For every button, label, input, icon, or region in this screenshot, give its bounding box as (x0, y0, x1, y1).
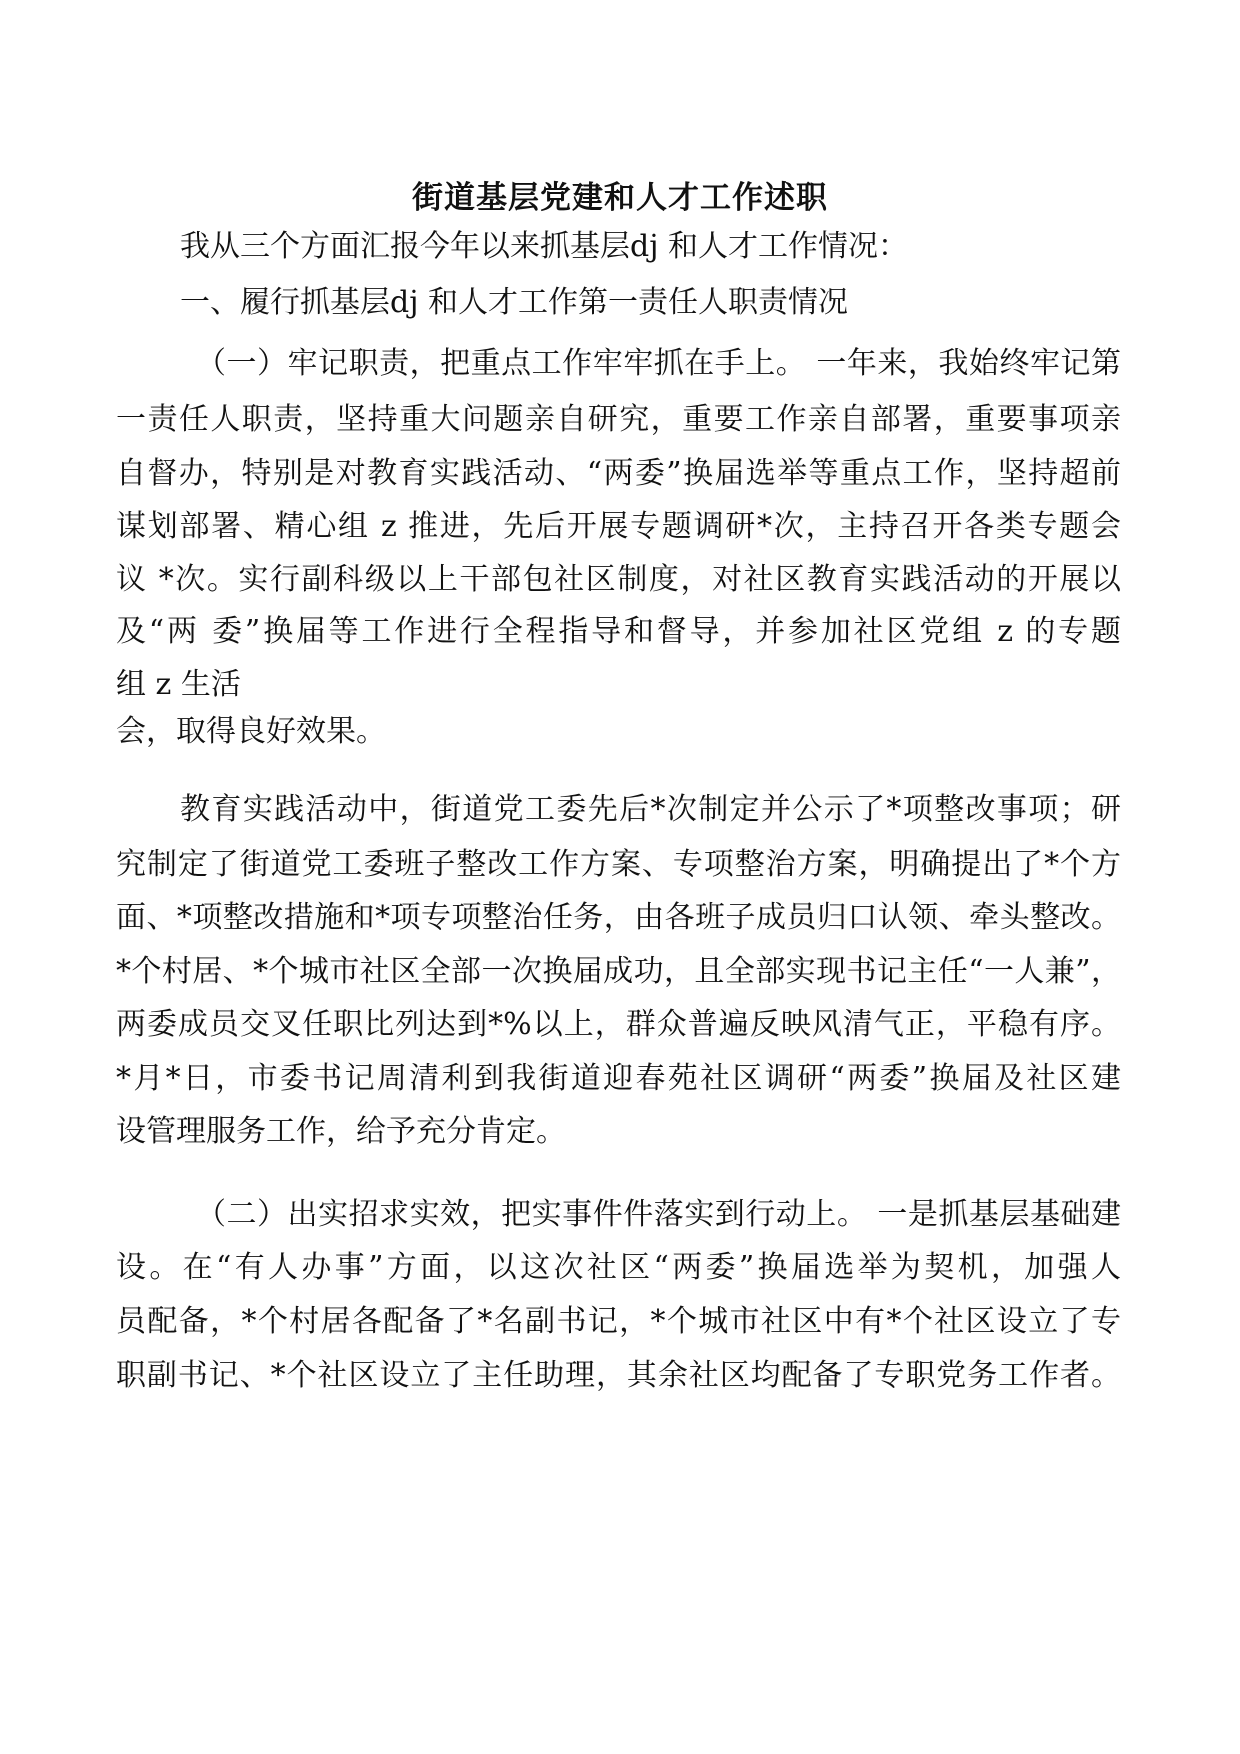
paragraph-line: 究制定了街道党工委班子整改工作方案、专项整治方案，明确提出了*个方 (116, 847, 1121, 882)
paragraph-line: 一责任人职责，坚持重大问题亲自研究，重要工作亲自部署，重要事项亲 (116, 402, 1121, 437)
paragraph-line: 会，取得良好效果。 (116, 714, 386, 749)
paragraph-line: *月*日，市委书记周清利到我街道迎春苑社区调研“两委”换届及社区建 (116, 1061, 1121, 1096)
paragraph-line: *个村居、*个城市社区全部一次换届成功，且全部实现书记主任“一人兼”， (116, 954, 1121, 989)
paragraph-line: 设。在“有人办事”方面，以这次社区“两委”换届选举为契机，加强人 (116, 1250, 1121, 1285)
paragraph-line: 教育实践活动中，街道党工委先后*次制定并公示了*项整改事项；研 (180, 792, 1121, 827)
paragraph-line: 谋划部署、精心组 z 推进，先后开展专题调研*次，主持召开各类专题会 (116, 509, 1121, 544)
paragraph-line: 我从三个方面汇报今年以来抓基层dj 和人才工作情况： (180, 229, 909, 264)
paragraph-line: 两委成员交叉任职比列达到*%以上，群众普遍反映风清气正，平稳有序。 (116, 1007, 1121, 1042)
paragraph-line: （一）牢记职责，把重点工作牢牢抓在手上。 一年来，我始终牢记第 (196, 346, 1121, 381)
paragraph-line: 及“两 委”换届等工作进行全程指导和督导，并参加社区党组 z 的专题 (116, 614, 1121, 649)
paragraph-line: 面、*项整改措施和*项专项整治任务，由各班子成员归口认领、牵头整改。 (116, 900, 1121, 935)
paragraph-line: 设管理服务工作，给予充分肯定。 (116, 1114, 566, 1149)
paragraph-line: 议 *次。实行副科级以上干部包社区制度，对社区教育实践活动的开展以 (116, 562, 1121, 597)
paragraph-line: 员配备，*个村居各配备了*名副书记，*个城市社区中有*个社区设立了专 (116, 1304, 1121, 1339)
document-title: 街道基层党建和人才工作述职 (412, 180, 828, 216)
section-heading: 一、履行抓基层dj 和人才工作第一责任人职责情况 (180, 285, 849, 320)
paragraph-line: 职副书记、*个社区设立了主任助理，其余社区均配备了专职党务工作者。 (116, 1358, 1121, 1393)
paragraph-line: 自督办，特别是对教育实践活动、“两委”换届选举等重点工作，坚持超前 (116, 456, 1121, 491)
paragraph-line: （二）出实招求实效，把实事件件落实到行动上。 一是抓基层基础建 (196, 1197, 1121, 1232)
paragraph-line: 组 z 生活 (116, 667, 241, 702)
